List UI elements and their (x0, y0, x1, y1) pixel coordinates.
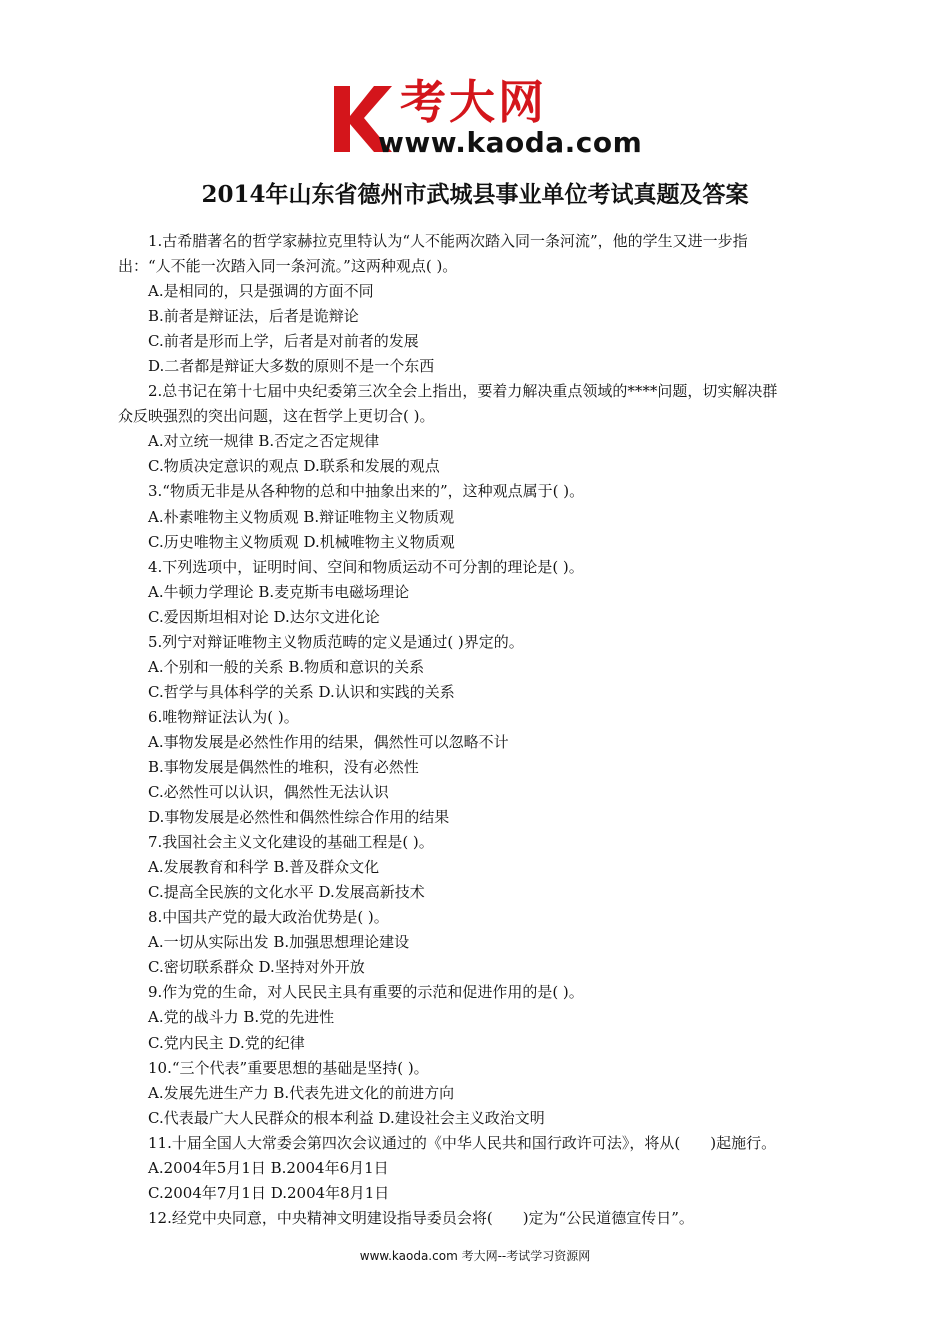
text-line: 众反映强烈的突出问题，这在哲学上更切合( )。 (118, 407, 435, 426)
text-line: C.历史唯物主义物质观 D.机械唯物主义物质观 (148, 532, 455, 551)
text-line: 4.下列选项中，证明时间、空间和物质运动不可分割的理论是( )。 (148, 557, 584, 576)
text-line: A.事物发展是必然性作用的结果，偶然性可以忽略不计 (148, 732, 509, 751)
text-line: 5.列宁对辩证唯物主义物质范畴的定义是通过( )界定的。 (148, 632, 524, 651)
text-line: C.2004年7月1日 D.2004年8月1日 (148, 1183, 390, 1202)
text-line: 1.古希腊著名的哲学家赫拉克里特认为“人不能两次踏入同一条河流”，他的学生又进一步指 (148, 232, 748, 250)
text-line: 9.作为党的生命，对人民民主具有重要的示范和促进作用的是( )。 (148, 983, 584, 1002)
text-line: 7.我国社会主义文化建设的基础工程是( )。 (148, 833, 434, 852)
text-line: 6.唯物辩证法认为( )。 (148, 707, 299, 726)
text-line: C.提高全民族的文化水平 D.发展高新技术 (148, 883, 425, 902)
text-line: 10.“三个代表”重要思想的基础是坚持( )。 (148, 1058, 429, 1077)
page-footer: www.kaoda.com 考大网--考试学习资源网 (359, 1249, 591, 1263)
kaoda-logo (330, 76, 655, 162)
text-line: 出：“人不能一次踏入同一条河流。”这两种观点( )。 (118, 257, 458, 276)
text-line: 11.十届全国人大常委会第四次会议通过的《中华人民共和国行政许可法》，将从( )起施行。 (148, 1133, 777, 1152)
text-line: C.哲学与具体科学的关系 D.认识和实践的关系 (148, 682, 455, 701)
text-line: 2.总书记在第十七届中央纪委第三次全会上指出，要着力解决重点领域的****问题，切实解决群 (148, 382, 778, 401)
text-line: A.是相同的，只是强调的方面不同 (148, 282, 374, 301)
text-line: 12.经党中央同意，中央精神文明建设指导委员会将( )定为“公民道德宣传日”。 (148, 1208, 694, 1227)
text-line: A.朴素唯物主义物质观 B.辩证唯物主义物质观 (148, 507, 455, 526)
text-line: C.物质决定意识的观点 D.联系和发展的观点 (148, 457, 440, 476)
text-line: A.发展先进生产力 B.代表先进文化的前进方向 (148, 1083, 455, 1102)
text-line: A.党的战斗力 B.党的先进性 (148, 1008, 335, 1027)
text-line: B.前者是辩证法，后者是诡辩论 (148, 307, 359, 326)
text-line: A.个别和一般的关系 B.物质和意识的关系 (148, 657, 425, 676)
text-line: C.爱因斯坦相对论 D.达尔文进化论 (148, 607, 380, 626)
text-line: B.事物发展是偶然性的堆积，没有必然性 (148, 757, 419, 776)
text-line: A.2004年5月1日 B.2004年6月1日 (148, 1158, 389, 1177)
text-line: C.必然性可以认识，偶然性无法认识 (148, 783, 389, 802)
text-line: C.代表最广大人民群众的根本利益 D.建设社会主义政治文明 (148, 1108, 545, 1127)
text-line: 8.中国共产党的最大政治优势是( )。 (148, 908, 389, 927)
text-line: 3.“物质无非是从各种物的总和中抽象出来的”，这种观点属于( )。 (148, 482, 585, 501)
text-line: D.事物发展是必然性和偶然性综合作用的结果 (148, 808, 450, 827)
question-list (118, 229, 838, 1231)
logo-site-name: 考大网 (400, 75, 547, 129)
text-line: A.牛顿力学理论 B.麦克斯韦电磁场理论 (148, 582, 410, 601)
text-line: C.密切联系群众 D.坚持对外开放 (148, 958, 365, 977)
text-line: C.前者是形而上学，后者是对前者的发展 (148, 332, 419, 351)
text-line: A.发展教育和科学 B.普及群众文化 (148, 858, 380, 877)
document-title: 2014年山东省德州市武城县事业单位考试真题及答案 (201, 181, 749, 208)
text-line: D.二者都是辩证大多数的原则不是一个东西 (148, 357, 435, 376)
text-line: A.对立统一规律 B.否定之否定规律 (148, 432, 380, 451)
text-line: C.党内民主 D.党的纪律 (148, 1033, 305, 1052)
logo-url: www.kaoda.com (378, 126, 643, 159)
text-line: A.一切从实际出发 B.加强思想理论建设 (148, 933, 410, 952)
